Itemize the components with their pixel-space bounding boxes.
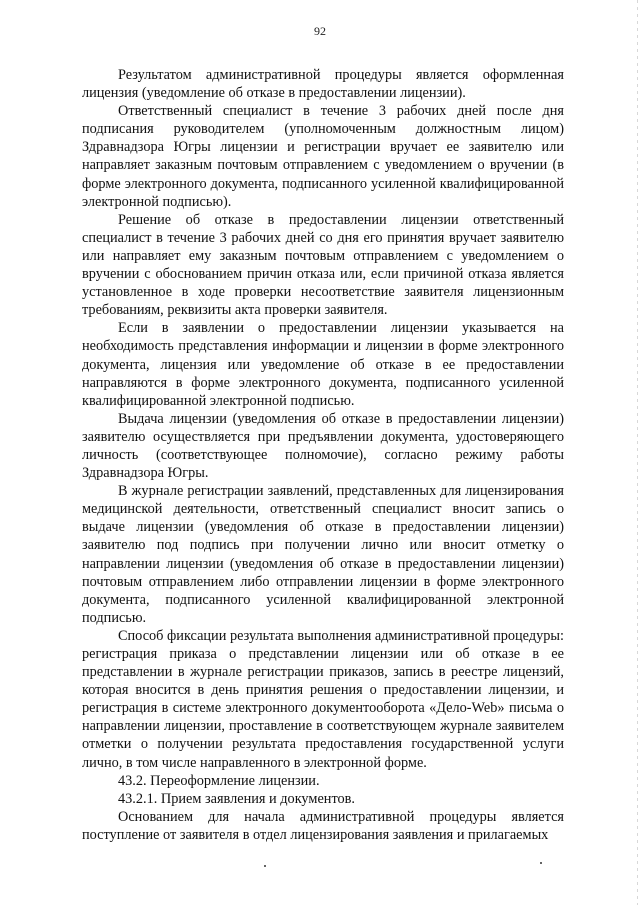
subsection-heading-intake: 43.2.1. Прием заявления и документов. bbox=[118, 790, 355, 807]
scan-speck bbox=[264, 865, 266, 867]
paragraph-issuance: Выдача лицензии (уведомления об отказе в предоставлении лицензии) заявителю осуществляется при предъявлении документа, удостоверяющего личность (соответствующее полномочие), согласно режиму работы Здравнадзора Югры. bbox=[82, 410, 564, 482]
paragraph-basis: Основанием для начала административной процедуры является поступление от заявителя в отдел лицензирования заявления и прилагаемых bbox=[82, 808, 564, 843]
paragraph-electronic-form: Если в заявлении о предоставлении лицензии указывается на необходимость представления информации и лицензии в форме электронного документа, лицензия или уведомление об отказе в ее предоставлении направляются в форме электронного документа, подписанного усиленной квалифицированной электронной подписью. bbox=[82, 320, 564, 409]
scan-speck bbox=[540, 862, 542, 864]
scan-edge bbox=[637, 0, 638, 905]
paragraph-result: Результатом административной процедуры является оформленная лицензия (уведомление об отказе в предоставлении лицензии). bbox=[82, 67, 564, 102]
page-body bbox=[82, 66, 564, 844]
page-number: 92 bbox=[314, 24, 326, 38]
paragraph-refusal: Решение об отказе в предоставлении лицензии ответственный специалист в течение 3 рабочих дней со дня его принятия вручает заявителю или направляет ему заказным почтовым отправлением с уведомлением о вручении с обоснованием причин отказа или, если причиной отказа является установленное в ходе проверки несоответствие заявителя лицензионным требованиям, реквизиты акта проверки заявителя. bbox=[82, 211, 564, 319]
paragraph-delivery: Ответственный специалист в течение 3 рабочих дней после дня подписания руководителем (уполномоченным должностным лицом) Здравнадзора Югры лицензии и регистрации вручает ее заявителю или направляет заказным почтовым отправлением с уведомлением о вручении (в форме электронного документа, подписанного усиленной квалифицированной электронной подписью). bbox=[82, 103, 564, 210]
paragraph-fixation: Способ фиксации результата выполнения административной процедуры: регистрация приказа о представлении лицензии или об отказе в ее представлении в журнале регистрации приказов, запись в реестре лицензий, которая вносится в день принятия решения о предоставлении лицензии, и регистрация в системе электронного документооборота «Дело-Web» письма о направлении лицензии, проставление в соответствующем журнале заявителем отметки о получении результата предоставления государственной услуги лично, в том числе направленного в электронной форме. bbox=[82, 627, 564, 771]
paragraph-journal: В журнале регистрации заявлений, представленных для лицензирования медицинской деятельности, ответственный специалист вносит запись о выдаче лицензии (уведомления об отказе в предоставлении лицензии) заявителю под подпись при получении лично или вносит отметку о направлении лицензии (уведомления об отказе в предоставлении лицензии) почтовым отправлением либо отправлении лицензии в форме электронного документа, подписанного усиленной квалифицированной электронной подписью. bbox=[82, 483, 564, 626]
section-heading-reissue: 43.2. Переоформление лицензии. bbox=[118, 772, 320, 789]
